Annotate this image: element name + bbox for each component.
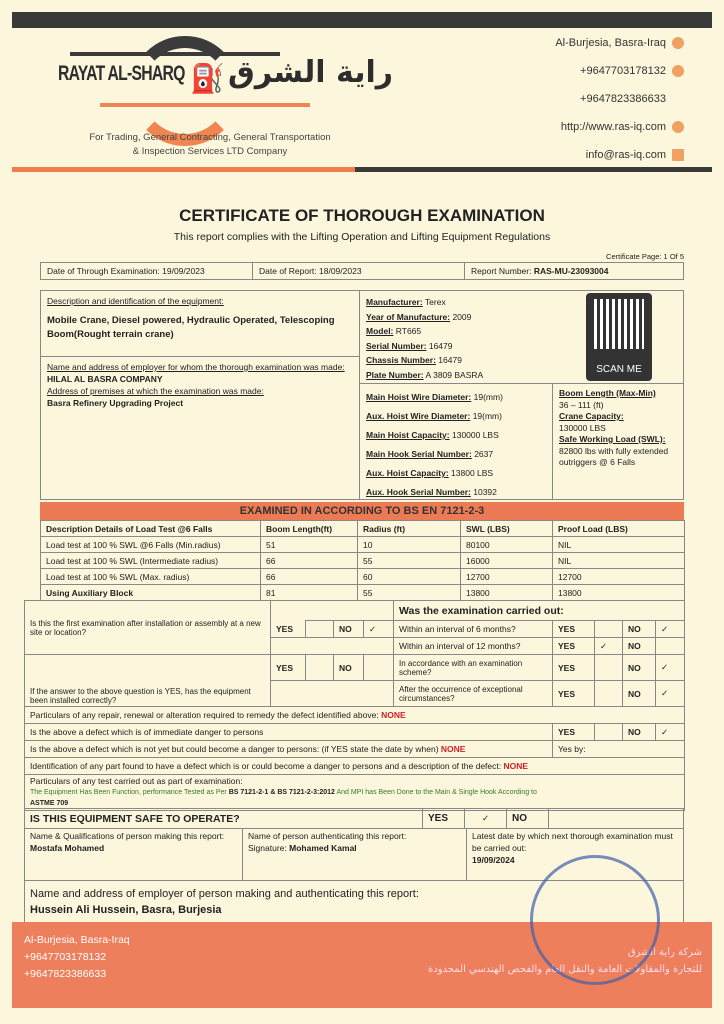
footer-phone: +9647703178132: [24, 951, 107, 963]
interval-exceptional: After the occurrence of exceptional circumstances?: [394, 681, 553, 707]
text: ASTME 709: [30, 800, 69, 807]
check-box[interactable]: [306, 655, 334, 681]
table-row: [41, 569, 685, 585]
table-cell: 80100: [461, 537, 553, 553]
label: Is the above a defect which is not yet but could become a danger to persons: (if YES state the date by when): [30, 744, 441, 754]
yes[interactable]: YES: [553, 724, 595, 741]
safe-question: IS THIS EQUIPMENT SAFE TO OPERATE?: [25, 809, 423, 829]
spec-value: RT665: [395, 326, 422, 336]
value: 130000 LBS: [559, 422, 606, 433]
safe-table: [24, 808, 684, 829]
table-cell: 51: [261, 537, 358, 553]
standard-banner: EXAMINED IN ACCORDING TO BS EN 7121-2-3: [40, 502, 684, 520]
check[interactable]: ✓: [656, 724, 685, 741]
maker: [25, 829, 243, 881]
label: Name and address of employer of person making and authenticating this report:: [30, 887, 419, 900]
label: Particulars of any repair, renewal or alteration required to remedy the defect identified above:: [30, 710, 382, 720]
label: Boom Length (Max-Min): [559, 388, 656, 398]
check-box[interactable]: [364, 655, 394, 681]
safe-yes-check[interactable]: ✓: [465, 809, 507, 829]
no[interactable]: NO: [623, 638, 656, 655]
table-cell: 66: [261, 569, 358, 585]
column-header: Radius (ft): [358, 521, 461, 537]
contact-text[interactable]: http://www.ras-iq.com: [560, 121, 666, 133]
yes[interactable]: YES: [553, 638, 595, 655]
divider: [12, 167, 355, 172]
qr-code[interactable]: [586, 293, 652, 381]
footer-ar-line: للتجارة والمقاولات العامة والنقل العام والفحص الهندسي المحدودة: [428, 964, 702, 975]
yes[interactable]: YES: [553, 655, 595, 681]
immediate-danger: Is the above a defect which is of immediate danger to persons: [25, 724, 553, 741]
contact-text: Al-Burjesia, Basra-Iraq: [555, 37, 666, 49]
table-cell: 66: [261, 553, 358, 569]
label: Report Number:: [471, 266, 534, 276]
q1-no-check[interactable]: ✓: [364, 621, 394, 638]
interval-6-months: Within an interval of 6 months?: [394, 621, 553, 638]
dates-row: [40, 262, 684, 280]
value: Mohamed Kamal: [289, 843, 357, 853]
label: Latest date by which next thorough examination must be carried out:: [472, 831, 673, 853]
value: NONE: [440, 744, 466, 754]
contact-address: [555, 37, 684, 49]
value: HILAL AL BASRA COMPANY: [47, 374, 163, 384]
future-danger: [25, 741, 553, 758]
table-cell: Using Auxiliary Block: [41, 585, 261, 601]
hoist-value: 13800 LBS: [451, 468, 494, 478]
hoist-value: 2637: [474, 449, 494, 459]
table-cell: Load test at 100 % SWL (Max. radius): [41, 569, 261, 585]
repair-particulars: [25, 707, 685, 724]
equipment-block: [40, 290, 684, 500]
hoist-value: 19(mm): [473, 392, 503, 402]
tagline-line: For Trading, General Contracting, General Transportation: [89, 132, 331, 143]
table-header: [41, 521, 685, 537]
text: BS 7121-2-1 & BS 7121-2-3:2012: [228, 789, 335, 796]
table-cell: 55: [358, 585, 461, 601]
text: And MPI has Been Done to the Main & Single Hook According to: [334, 789, 537, 796]
column-header: SWL (LBS): [461, 521, 553, 537]
check-box[interactable]: [549, 809, 684, 829]
spec-value: A 3809 BASRA: [425, 369, 484, 380]
company-name-en: RAYAT AL-SHARQ: [58, 62, 185, 85]
label: Particulars of any test carried out as part of examination:: [30, 776, 243, 786]
yes[interactable]: YES: [553, 621, 595, 638]
table-row: [41, 537, 685, 553]
company-name-ar: راية الشرق: [228, 55, 394, 90]
table-cell: 16000: [461, 553, 553, 569]
check[interactable]: ✓: [595, 638, 623, 655]
check-box[interactable]: [595, 724, 623, 741]
hoist-value: 130000 LBS: [451, 430, 499, 440]
column-header: Boom Length(ft): [261, 521, 358, 537]
tagline: [40, 131, 380, 159]
no[interactable]: NO: [623, 724, 656, 741]
qr-icon: [594, 299, 644, 349]
value: Mostafa Mohamed: [30, 843, 105, 853]
hoist-label: Main Hook Serial Number:: [366, 449, 472, 459]
q2-yes[interactable]: YES: [271, 655, 306, 681]
check[interactable]: ✓: [656, 681, 685, 707]
label: Name & Qualifications of person making this report:: [30, 831, 225, 841]
value: NONE: [503, 761, 529, 771]
check-box[interactable]: [595, 655, 623, 681]
table-cell: 13800: [461, 585, 553, 601]
globe-icon: [672, 121, 684, 133]
questions-table: [24, 600, 685, 811]
hoist-label: Aux. Hook Serial Number:: [366, 487, 471, 497]
hoist-row: [366, 445, 546, 464]
spec-label: Plate Number:: [366, 369, 424, 380]
contact-text[interactable]: info@ras-iq.com: [585, 149, 666, 161]
hoist-row: [366, 388, 546, 407]
contact-website[interactable]: [561, 121, 684, 133]
question-first-exam: Is this the first examination after installation or assembly at a new site or location?: [25, 601, 271, 655]
footer-contacts: [24, 932, 130, 983]
tagline-line: & Inspection Services LTD Company: [132, 146, 288, 157]
value: NONE: [381, 710, 406, 720]
load-test-table: [40, 520, 685, 601]
contact-phone: [580, 65, 684, 77]
value: Basra Refinery Upgrading Project: [47, 398, 184, 408]
hoist-row: [366, 464, 546, 483]
location-icon: [672, 37, 684, 49]
q1-no[interactable]: NO: [334, 621, 364, 638]
equipment-description: [40, 290, 360, 357]
divider: [355, 167, 712, 172]
q1-yes-box[interactable]: [306, 621, 334, 638]
company-stamp: [530, 855, 660, 985]
scan-me-label: SCAN ME: [596, 363, 642, 375]
yes[interactable]: YES: [553, 681, 595, 707]
value: Mobile Crane, Diesel powered, Hydraulic Operated, Telescoping Boom(Rought terrain crane): [47, 315, 335, 340]
table-cell: 55: [358, 553, 461, 569]
table-cell: 12700: [553, 569, 685, 585]
table-cell: 60: [358, 569, 461, 585]
spec-label: Model:: [366, 326, 394, 336]
column-header: Description Details of Load Test @6 Falls: [41, 521, 261, 537]
check[interactable]: ✓: [656, 621, 685, 638]
footer-phone: +9647823386633: [24, 968, 107, 980]
table-cell: Load test at 100 % SWL (Intermediate radius): [41, 553, 261, 569]
contact-phone2: [580, 93, 666, 105]
check-box[interactable]: [656, 638, 685, 655]
label: Name and address of employer for whom the thorough examination was made:: [47, 362, 345, 372]
table-cell: NIL: [553, 537, 685, 553]
value: 36 – 111 (ft): [559, 399, 604, 410]
spec-label: Year of Manufacture:: [366, 311, 451, 322]
hoist-value: 19(mm): [472, 411, 502, 421]
authenticator: [243, 829, 467, 881]
no[interactable]: NO: [623, 621, 656, 638]
safe-no[interactable]: NO: [507, 809, 549, 829]
interval-12-months: Within an interval of 12 months?: [394, 638, 553, 655]
spacer: [271, 638, 394, 655]
hoist-label: Main Hoist Capacity:: [366, 430, 450, 440]
value: RAS-MU-23093004: [533, 266, 609, 276]
value: 82800 lbs with fully extended outriggers @ 6 Falls: [559, 445, 669, 467]
test-particulars: [25, 775, 685, 811]
spacer: [271, 681, 394, 707]
q2-no[interactable]: NO: [334, 655, 364, 681]
report-date: Date of Report: 18/09/2023: [253, 263, 465, 279]
hoist-label: Aux. Hoist Wire Diameter:: [366, 411, 471, 421]
table-cell: 13800: [553, 585, 685, 601]
hoist-value: 10392: [473, 487, 497, 497]
table-cell: NIL: [553, 553, 685, 569]
hoist-block: [359, 383, 553, 500]
interval-scheme: In accordance with an examination scheme?: [394, 655, 553, 681]
carried-out-heading: Was the examination carried out:: [394, 601, 685, 621]
exam-date: Date of Through Examination: 19/09/2023: [41, 263, 253, 279]
spec-value: 2009: [452, 311, 472, 322]
certificate-page: Certificate Page: 1 Of 5: [606, 252, 684, 261]
table-row: [41, 585, 685, 601]
hoist-label: Aux. Hoist Capacity:: [366, 468, 449, 478]
hoist-row: [366, 483, 546, 502]
hoist-row: [366, 407, 546, 426]
spec-value: 16479: [428, 340, 453, 351]
safe-yes[interactable]: YES: [423, 809, 465, 829]
contact-text: +9647823386633: [580, 93, 666, 105]
footer-address: Al-Burjesia, Basra-Iraq: [24, 934, 130, 946]
table-row: [41, 553, 685, 569]
oil-derrick-icon: ⛽: [190, 63, 225, 94]
employer-block: [40, 356, 360, 500]
contact-email[interactable]: [586, 149, 684, 161]
report-number: [465, 263, 683, 279]
check[interactable]: ✓: [656, 655, 685, 681]
column-header: Proof Load (LBS): [553, 521, 685, 537]
footer-ar-line: شركة راية الشرق: [627, 947, 702, 958]
mail-icon: [672, 149, 684, 161]
boom-block: [552, 383, 684, 500]
hoist-label: Main Hoist Wire Diameter:: [366, 392, 472, 402]
page-title: CERTIFICATE OF THOROUGH EXAMINATION: [179, 206, 545, 225]
check-box[interactable]: [595, 621, 623, 638]
label: Description and identification of the equipment:: [47, 296, 224, 306]
label: Signature:: [248, 843, 290, 853]
spec-value: Terex: [424, 297, 446, 307]
defect-identification: [25, 758, 685, 775]
question-installed-correctly: If the answer to the above question is YES, has the equipment been installed correctly?: [25, 655, 271, 707]
q1-yes[interactable]: YES: [271, 621, 306, 638]
text: The Equipment Has Been Function, performance Tested as Per: [30, 789, 229, 796]
label: Name of person authenticating this report:: [248, 831, 407, 841]
table-cell: 12700: [461, 569, 553, 585]
spec-label: Manufacturer:: [366, 297, 423, 307]
yes-by: Yes by:: [553, 741, 685, 758]
subtitle: This report complies with the Lifting Operation and Lifting Equipment Regulations: [173, 231, 551, 243]
label: Crane Capacity:: [559, 411, 624, 421]
specs-block: [359, 290, 684, 384]
value: Hussein Ali Hussein, Basra, Burjesia: [30, 903, 222, 916]
table-cell: 81: [261, 585, 358, 601]
phone-icon: [672, 65, 684, 77]
spec-value: 16479: [438, 355, 462, 365]
no[interactable]: NO: [623, 655, 656, 681]
hoist-row: [366, 426, 546, 445]
no[interactable]: NO: [623, 681, 656, 707]
spec-label: Serial Number:: [366, 340, 427, 351]
label: Address of premises at which the examination was made:: [47, 386, 264, 396]
spacer: [271, 601, 394, 621]
table-cell: Load test at 100 % SWL @6 Falls (Min.radius): [41, 537, 261, 553]
value: 19/09/2024: [472, 855, 515, 865]
check-box[interactable]: [595, 681, 623, 707]
contact-text: +9647703178132: [580, 65, 666, 77]
label: Identification of any part found to have a defect which is or could become a danger to persons and a description of the defect:: [30, 761, 504, 771]
spec-label: Chassis Number:: [366, 355, 436, 365]
top-bar: [12, 12, 712, 28]
label: Safe Working Load (SWL):: [559, 434, 666, 444]
table-cell: 10: [358, 537, 461, 553]
